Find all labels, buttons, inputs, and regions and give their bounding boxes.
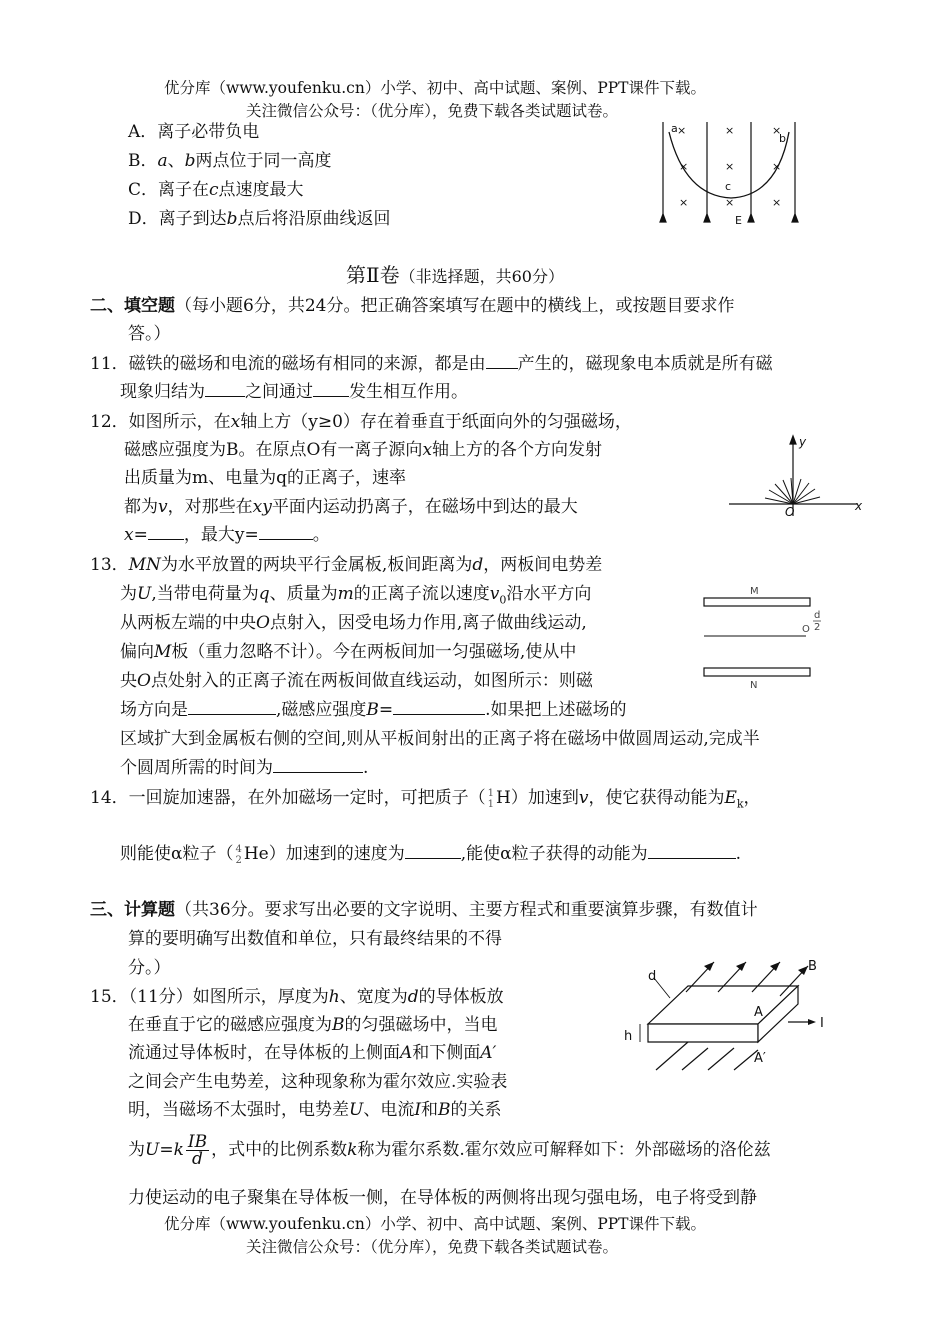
- label-a: a: [671, 122, 678, 135]
- q13-line-3: 从两板左端的中央O点射入，因受电场力作用,离子做曲线运动,: [120, 613, 587, 633]
- q13-line-4: 偏向M板（重力忽略不计）。今在两板间加一匀强磁场,使从中: [120, 642, 577, 662]
- q15-hall-figure: [612, 944, 832, 1080]
- q13-line-1: 13．MN为水平放置的两块平行金属板,板间距离为d，两板间电势差: [90, 555, 603, 575]
- proton-isotope: 1 1: [487, 787, 495, 810]
- plate-n: [704, 668, 810, 676]
- label-b: B: [808, 959, 817, 974]
- q12-line-4: 都为v，对那些在xy平面内运动扔离子，在磁场中到达的最大: [124, 497, 578, 517]
- q11-blank-3: [313, 380, 349, 397]
- label-i: I: [820, 1016, 824, 1031]
- q10-option-b: B．a、b两点位于同一高度: [128, 151, 332, 171]
- label-o: O: [802, 624, 810, 635]
- q10-field-figure: [655, 118, 805, 230]
- cross-mark: ×: [725, 196, 735, 209]
- q13-line-8: 个圆周所需的时间为 .: [120, 758, 369, 778]
- hall-fraction: $\frac{IB}{d}$: [187, 1132, 208, 1169]
- cross-mark: ×: [772, 160, 782, 173]
- q12-line-3: 出质量为m、电量为q的正离子，速率: [124, 468, 407, 488]
- label-two: 2: [814, 622, 821, 633]
- cross-mark: ×: [679, 196, 689, 209]
- cross-mark: ×: [725, 124, 735, 137]
- helium-isotope: 4 2: [235, 843, 242, 866]
- cross-mark: ×: [679, 160, 689, 173]
- q14-blank-1: [405, 842, 461, 859]
- q13-blank-3: [273, 756, 363, 773]
- q15-line-2: 在垂直于它的磁感应强度为B的匀强磁场中，当电: [128, 1015, 498, 1035]
- q15-line-4: 之间会产生电势差，这种现象称为霍尔效应.实验表: [128, 1072, 508, 1092]
- q14-blank-2: [648, 842, 736, 859]
- section2-heading: 二、填空题（每小题6分，共24分。把正确答案填写在题中的横线上，或按题目要求作: [90, 296, 735, 316]
- q10-option-c: C．离子在c点速度最大: [128, 180, 304, 200]
- cross-mark: ×: [772, 196, 782, 209]
- q10-option-d: D．离子到达b点后将沿原曲线返回: [128, 209, 391, 229]
- q15-line-6: 为U=k $\frac{IB}{d}$ ，式中的比例系数k称为霍尔系数.霍尔效应可解释如下：外部磁场的洛伦兹: [128, 1132, 771, 1169]
- label-c: c: [725, 180, 732, 193]
- label-o: O: [785, 505, 795, 519]
- cross-mark: ×: [677, 124, 687, 137]
- footer-line-1: 优分库（www.youfenku.cn）小学、初中、高中试题、案例、PPT课件下载。: [164, 1215, 707, 1233]
- q12-ion-source-figure: [725, 432, 865, 520]
- q11-line-2: 现象归结为 之间通过 发生相互作用。: [120, 382, 468, 402]
- q12-line-5: x= ，最大y= 。: [124, 525, 330, 545]
- q12-line-1: 12．如图所示，在x轴上方（y≥0）存在着垂直于纸面向外的匀强磁场，: [90, 412, 632, 432]
- q11-blank-2: [205, 380, 245, 397]
- q11-blank-1: [486, 352, 518, 369]
- q13-blank-1: [188, 698, 276, 715]
- label-m: M: [750, 586, 759, 597]
- section3-desc-3: 分。）: [128, 958, 171, 978]
- header-line-2: 关注微信公众号：（优分库），免费下载各类试题试卷。: [246, 102, 619, 120]
- section2-desc-2: 答。）: [128, 324, 171, 344]
- label-x: x: [855, 499, 863, 513]
- cross-mark: ×: [725, 160, 735, 173]
- label-b: b: [779, 132, 786, 145]
- label-a: A: [754, 1005, 763, 1020]
- header-line-1: 优分库（www.youfenku.cn）小学、初中、高中试题、案例、PPT课件下载。: [164, 79, 707, 97]
- q14-line-1: 14．一回旋加速器，在外加磁场一定时，可把质子（ 1 1 H）加速到v，使它获得动能为$E_k$，: [90, 787, 761, 811]
- plate-m: [704, 598, 810, 606]
- slab-front: [648, 1024, 758, 1042]
- label-n: N: [750, 680, 758, 690]
- section3-heading: 三、计算题（共36分。要求写出必要的文字说明、主要方程式和重要演算步骤，有数值计: [90, 900, 758, 920]
- label-d: d: [648, 969, 657, 984]
- q14-line-2: 则能使α粒子（ 4 2 He）加速到的速度为 ,能使α粒子获得的动能为 .: [120, 843, 742, 866]
- q15-line-1: 15．（11分）如图所示，厚度为h、宽度为d的导体板放: [90, 987, 504, 1007]
- section3-desc-2: 算的要明确写出数值和单位，只有最终结果的不得: [128, 929, 502, 949]
- q13-blank-2: [393, 698, 485, 715]
- q13-line-2: 为U,当带电荷量为q、质量为m的正离子流以速度$v_0$沿水平方向: [120, 584, 592, 607]
- q11-line-1: 11．磁铁的磁场和电流的磁场有相同的来源，都是由 产生的，磁现象电本质就是所有磁: [90, 354, 773, 374]
- q10-option-a: A．离子必带负电: [128, 122, 260, 142]
- q12-blank-2: [259, 523, 313, 540]
- q15-line-7: 力使运动的电子聚集在导体板一侧，在导体板的两侧将出现匀强电场，电子将受到静: [128, 1188, 757, 1208]
- label-a-prime: A′: [754, 1051, 766, 1066]
- q12-line-2: 磁感应强度为B。在原点O有一离子源向x轴上方的各个方向发射: [124, 440, 603, 460]
- q12-blank-1: [148, 523, 184, 540]
- q15-line-3: 流通过导体板时，在导体板的上侧面A和下侧面A′: [128, 1043, 497, 1063]
- q13-plates-figure: [700, 582, 830, 690]
- q13-line-7: 区域扩大到金属板右侧的空间,则从平板间射出的正离子将在磁场中做圆周运动,完成半: [120, 729, 760, 749]
- label-e: E: [735, 214, 742, 227]
- q15-line-5: 明，当磁场不太强时，电势差U、电流I和B的关系: [128, 1100, 502, 1120]
- footer-line-2: 关注微信公众号：（优分库），免费下载各类试题试卷。: [246, 1238, 619, 1256]
- label-y: y: [799, 435, 807, 449]
- label-h: h: [624, 1029, 633, 1044]
- part2-title: 第Ⅱ卷（非选择题，共60分）: [346, 263, 564, 287]
- label-d: d: [814, 610, 821, 621]
- cross-mark: ×: [772, 124, 782, 137]
- q13-line-6: 场方向是 ,磁感应强度B= .如果把上述磁场的: [120, 700, 627, 720]
- q13-line-5: 央O点处射入的正离子流在两板间做直线运动，如图所示：则磁: [120, 671, 593, 691]
